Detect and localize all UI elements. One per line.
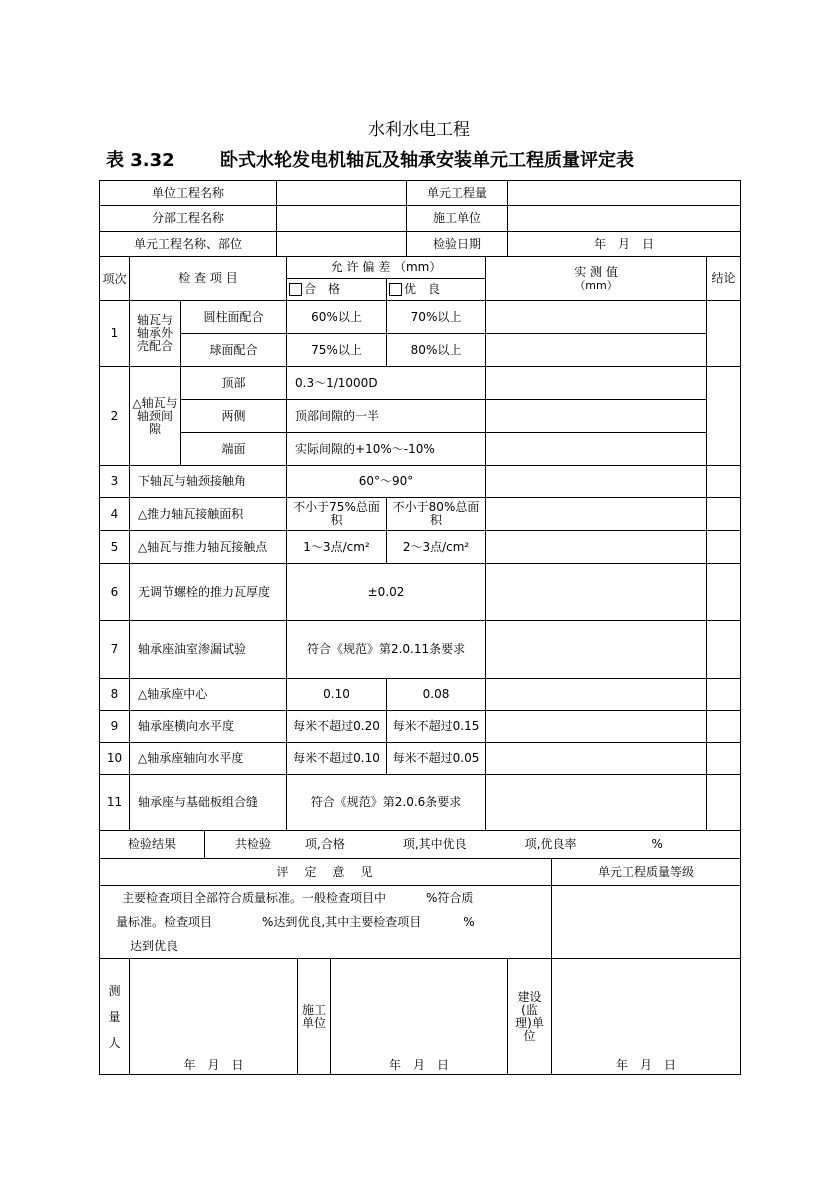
constructor-label: 施工单位: [298, 959, 331, 1075]
item-name: 顶部: [181, 367, 287, 400]
item-name: △轴瓦与推力轴瓦接触点: [130, 531, 287, 564]
col-header: 允 许 偏 差 （mm）: [287, 257, 486, 279]
qualified-value: 1～3点/cm²: [287, 531, 387, 564]
org-heading: 水利水电工程: [368, 120, 470, 140]
measured-field[interactable]: [486, 743, 707, 775]
constructor-field[interactable]: [508, 206, 741, 232]
conclusion-field[interactable]: [707, 564, 741, 621]
qualified-value: 每米不超过0.20: [287, 711, 387, 743]
row-no: 8: [100, 679, 130, 711]
result-table: [99, 830, 741, 859]
measured-field[interactable]: [486, 621, 707, 679]
item-group: △轴瓦与轴颈间隙: [130, 367, 181, 466]
evaluation-text[interactable]: 主要检查项目全部符合质量标准。一般检查项目中 %符合质 量标准。检查项目 %达到优良,其中主要检查项目 % 达到优良: [100, 886, 552, 959]
row-no: 10: [100, 743, 130, 775]
inspection-table: [99, 256, 741, 831]
row-no: 1: [100, 301, 130, 367]
measured-field[interactable]: [486, 433, 707, 466]
measured-field[interactable]: [486, 334, 707, 367]
item-name: 无调节螺栓的推力瓦厚度: [130, 564, 287, 621]
item-name: 端面: [181, 433, 287, 466]
checkbox-icon[interactable]: [289, 283, 302, 296]
measured-field[interactable]: [486, 466, 707, 498]
measured-field[interactable]: [486, 531, 707, 564]
conclusion-field[interactable]: [707, 743, 741, 775]
signature-table: [99, 958, 741, 1075]
item-name: 轴承座与基础板组合缝: [130, 775, 287, 831]
measured-field[interactable]: [486, 400, 707, 433]
tolerance-value: 60°～90°: [287, 466, 486, 498]
item-name: 轴承座横向水平度: [130, 711, 287, 743]
qualified-checkbox[interactable]: 合 格: [287, 279, 387, 301]
owner-label: 建设(监理)单位: [508, 959, 552, 1075]
tolerance-value: 符合《规范》第2.0.6条要求: [287, 775, 486, 831]
tolerance-value: 实际间隙的+10%～-10%: [287, 433, 486, 466]
info-table: [99, 180, 741, 257]
owner-date[interactable]: 年 月 日: [552, 959, 741, 1075]
surveyor-date[interactable]: 年 月 日: [130, 959, 298, 1075]
conclusion-field[interactable]: [707, 367, 741, 466]
conclusion-field[interactable]: [707, 621, 741, 679]
col-header: 结论: [707, 257, 741, 301]
row-no: 7: [100, 621, 130, 679]
item-name: 球面配合: [181, 334, 287, 367]
grade-label: 单元工程质量等级: [552, 859, 741, 886]
checkbox-icon[interactable]: [389, 283, 402, 296]
date-field[interactable]: 年 月 日: [508, 232, 741, 257]
item-name: △轴承座轴向水平度: [130, 743, 287, 775]
col-header: 检 查 项 目: [130, 257, 287, 301]
sub-project-field[interactable]: [277, 206, 407, 232]
qualified-value: 每米不超过0.10: [287, 743, 387, 775]
unit-project-field[interactable]: [277, 181, 407, 206]
surveyor-label: 测量人: [100, 959, 130, 1075]
measured-field[interactable]: [486, 498, 707, 531]
row-no: 4: [100, 498, 130, 531]
qualified-value: 75%以上: [287, 334, 387, 367]
measured-field[interactable]: [486, 367, 707, 400]
item-name: 下轴瓦与轴颈接触角: [130, 466, 287, 498]
measured-field[interactable]: [486, 775, 707, 831]
conclusion-field[interactable]: [707, 498, 741, 531]
row-no: 2: [100, 367, 130, 466]
measured-field[interactable]: [486, 564, 707, 621]
item-group: 轴瓦与轴承外壳配合: [130, 301, 181, 367]
conclusion-field[interactable]: [707, 679, 741, 711]
row-no: 11: [100, 775, 130, 831]
conclusion-field[interactable]: [707, 301, 741, 367]
item-name: 圆柱面配合: [181, 301, 287, 334]
measured-field[interactable]: [486, 301, 707, 334]
page-title: 卧式水轮发电机轴瓦及轴承安装单元工程质量评定表: [220, 150, 634, 171]
tolerance-value: 符合《规范》第2.0.11条要求: [287, 621, 486, 679]
item-name: △推力轴瓦接触面积: [130, 498, 287, 531]
label: 分部工程名称: [100, 206, 277, 232]
label: 施工单位: [407, 206, 508, 232]
table-number: 表 3.32: [106, 150, 175, 171]
qualified-value: 0.10: [287, 679, 387, 711]
label: 单元工程名称、部位: [100, 232, 277, 257]
excellent-value: 2～3点/cm²: [387, 531, 486, 564]
evaluation-label: 评 定 意 见: [100, 859, 552, 886]
col-header: 项次: [100, 257, 130, 301]
excellent-value: 80%以上: [387, 334, 486, 367]
excellent-value: 不小于80%总面积: [387, 498, 486, 531]
item-name: △轴承座中心: [130, 679, 287, 711]
tolerance-value: 顶部间隙的一半: [287, 400, 486, 433]
item-name: 两侧: [181, 400, 287, 433]
excellent-value: 70%以上: [387, 301, 486, 334]
col-header: 实 测 值 （mm）: [486, 257, 707, 301]
excellent-value: 每米不超过0.15: [387, 711, 486, 743]
row-no: 9: [100, 711, 130, 743]
measured-field[interactable]: [486, 711, 707, 743]
unit-quantity-field[interactable]: [508, 181, 741, 206]
row-no: 6: [100, 564, 130, 621]
excellent-value: 0.08: [387, 679, 486, 711]
conclusion-field[interactable]: [707, 711, 741, 743]
result-label: 检验结果: [100, 831, 205, 859]
item-name: 轴承座油室渗漏试验: [130, 621, 287, 679]
conclusion-field[interactable]: [707, 775, 741, 831]
label: 单元工程量: [407, 181, 508, 206]
constructor-date[interactable]: 年 月 日: [331, 959, 508, 1075]
label: 单位工程名称: [100, 181, 277, 206]
tolerance-value: ±0.02: [287, 564, 486, 621]
row-no: 5: [100, 531, 130, 564]
conclusion-field[interactable]: [707, 466, 741, 498]
label: 检验日期: [407, 232, 508, 257]
excellent-checkbox[interactable]: 优 良: [387, 279, 486, 301]
grade-field[interactable]: [552, 886, 741, 959]
tolerance-value: 0.3～1/1000D: [287, 367, 486, 400]
qualified-value: 不小于75%总面积: [287, 498, 387, 531]
row-no: 3: [100, 466, 130, 498]
qualified-value: 60%以上: [287, 301, 387, 334]
measured-field[interactable]: [486, 679, 707, 711]
evaluation-table: [99, 858, 741, 959]
element-name-field[interactable]: [277, 232, 407, 257]
excellent-value: 每米不超过0.05: [387, 743, 486, 775]
conclusion-field[interactable]: [707, 531, 741, 564]
result-summary[interactable]: 共检验 项,合格 项,其中优良 项,优良率 %: [205, 831, 741, 859]
